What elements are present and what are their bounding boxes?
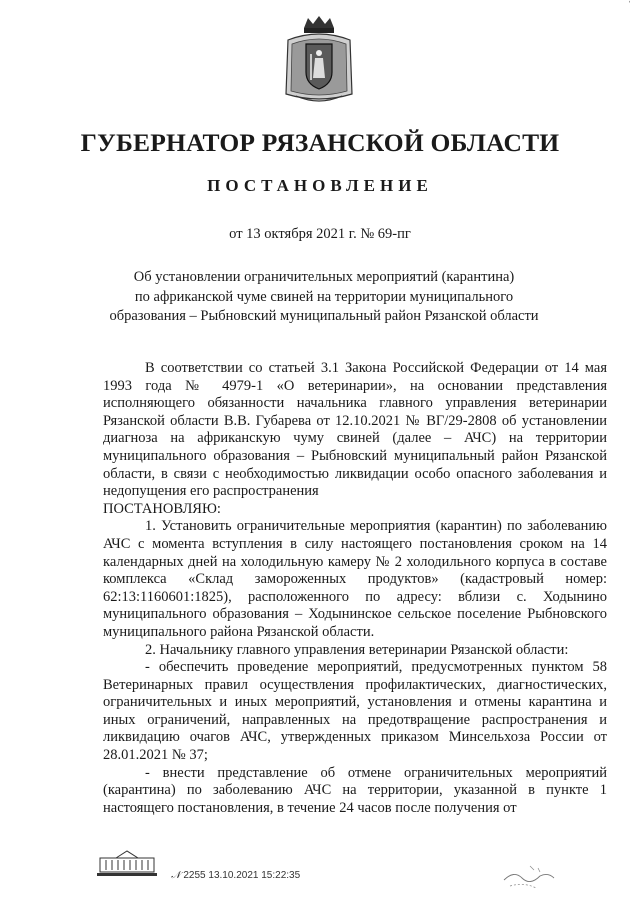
signature-mark-icon: 𝒩: [171, 870, 181, 881]
item-2b-paragraph: - внести представление об отмене ограничительных мероприятий (карантина) по заболеванию АЧС на территории, указанной в пункте 1 настоящего постановления, в течение 24 часов после получения от: [103, 764, 607, 816]
preamble-paragraph: В соответствии со статьей 3.1 Закона Российской Федерации от 14 мая 1993 года № 4979-1 «О ветеринарии», на основании представления исполняющего обязанности начальника главного управления ветеринарии Рязанской области В.В. Губарева от 12.10.2021 № ВГ/29-2808 об установлении диагноза на африканскую чуму свиней (далее – АЧС) на территории муниципального образования – Рыбновский муниципальный район Рязанской области, в связи с необходимостью ликвидации особо опасного заболевания и недопущения его распространения: [103, 360, 607, 500]
caption-line: образования – Рыбновский муниципальный район Рязанской области: [109, 308, 539, 324]
document-body: [103, 360, 607, 817]
item-1-paragraph: 1. Установить ограничительные мероприятия (карантин) по заболеванию АЧС с момента вступления в силу настоящего постановления сроком на 14 календарных дней на холодильную камеру № 2 холодильного корпуса в составе комплекса «Склад замороженных продуктов» (кадастровый номер: 62:13:1160601:1825), расположенного по адресу: вблизи с. Ходынино муниципального образования – Ходынинское сельское поселение Рыбновского муниципального района Рязанской области.: [103, 518, 607, 640]
caption-line: по африканской чуме свиней на территории муниципального: [134, 288, 514, 305]
registration-stamp: [171, 870, 300, 881]
corner-mark: ˈ: [628, 0, 632, 11]
document-caption: [80, 268, 568, 327]
registration-text: 2255 13.10.2021 15:22:35: [183, 870, 301, 881]
item-2-paragraph: 2. Начальнику главного управления ветеринарии Рязанской области:: [145, 641, 569, 658]
issuing-authority: ГУБЕРНАТОР РЯЗАНСКОЙ ОБЛАСТИ: [80, 128, 560, 157]
resolve-heading: ПОСТАНОВЛЯЮ:: [103, 500, 221, 517]
coat-of-arms-icon: [282, 14, 356, 104]
government-building-icon: [96, 848, 158, 878]
item-2a-paragraph: - обеспечить проведение мероприятий, предусмотренных пунктом 58 Ветеринарных правил осуществления профилактических, диагностических, ограничительных и иных мероприятий, установления и отмены карантина и иных ограничений, направленных на предотвращение распространения и ликвидацию очагов АЧС, утвержденных приказом Минсельхоза России от 28.01.2021 № 37;: [103, 659, 607, 764]
caption-line: Об установлении ограничительных мероприятий (карантина): [133, 269, 515, 285]
document-type: ПОСТАНОВЛЕНИЕ: [207, 176, 433, 195]
document-date-number: от 13 октября 2021 г. № 69-пг: [229, 226, 411, 242]
signature-mark-icon: [500, 856, 558, 896]
